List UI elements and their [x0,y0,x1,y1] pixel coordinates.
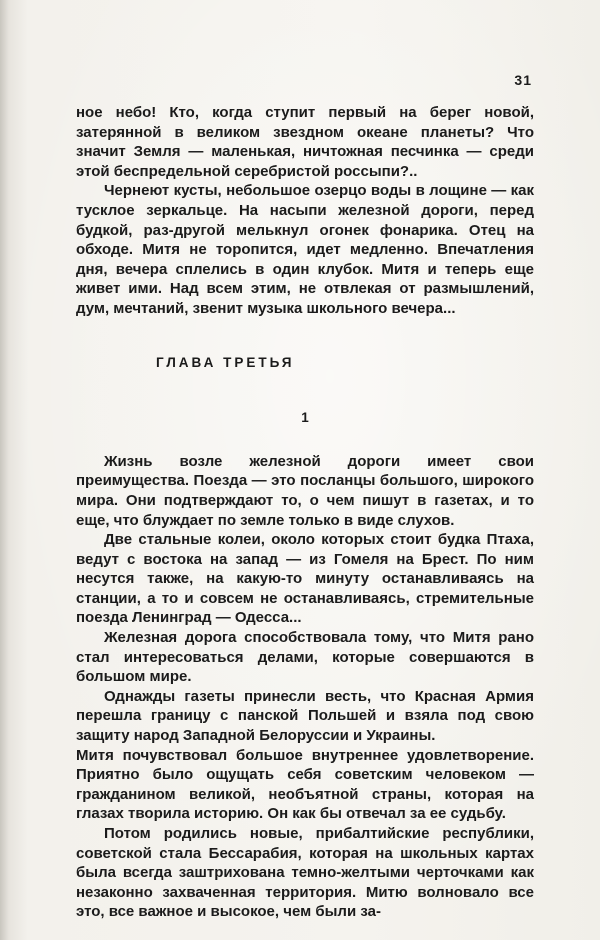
paragraph: Две стальные колеи, около которых стоит будка Птаха, ведут с востока на запад — из Гомеля на Брест. По ним несутся также, на какую-то минуту останавливаясь на станции, а то и совсем не останавливаясь, стремительные поезда Ленинград — Одесса... [76,531,534,627]
paragraph: ное небо! Кто, когда ступит первый на берег новой, затерянной в великом звездном океане планеты? Что значит Земля — маленькая, ничтожная песчинка — среди этой беспредельной серебристой россыпи?.. [76,104,534,180]
paragraph: Жизнь возле железной дороги имеет свои преимущества. Поезда — это посланцы большого, широкого мира. Они подтверждают то, о чем пишут в газетах, и то еще, что блуждает по земле только в виде слухов. [76,452,534,529]
section-number: 1 [301,410,309,426]
paragraph: Потом родились новые, прибалтийские республики, советской стала Бессарабия, которая на школьных картах была всегда заштрихована темно-желтыми черточками как незаконно захваченная территория. Митю волновало все это, все важное и высокое, чем были за- [76,825,534,921]
paragraph: Чернеют кусты, небольшое озерцо воды в лощине — как тусклое зеркальце. На насыпи железной дороги, перед будкой, раз-другой мелькнул огонек фонарика. Отец на обходе. Митя не торопится, идет медленно. Впечатления дня, вечера сплелись в один клубок. Митя и теперь еще живет ими. Над всем этим, не отвлекая от размышлений, дум, мечтаний, звенит музыка школьного вечера... [76,182,534,317]
paragraph: Однажды газеты принесли весть, что Красная Армия перешла границу с панской Польшей и взяла под свою защиту народ Западной Белоруссии и Украины. [76,687,534,745]
text-block [76,103,534,922]
paragraph: Митя почувствовал большое внутреннее удовлетворение. Приятно было ощущать себя советским человеком — гражданином великой, необъятной страны, которая на глазах творила историю. Он как бы отвечал за ее судьбу. [76,746,534,823]
paragraph: Железная дорога способствовала тому, что Митя рано стал интересоваться делами, которые совершаются в большом мире. [76,629,534,686]
page-number: 31 [514,72,532,88]
chapter-heading: ГЛАВА ТРЕТЬЯ [156,354,295,370]
